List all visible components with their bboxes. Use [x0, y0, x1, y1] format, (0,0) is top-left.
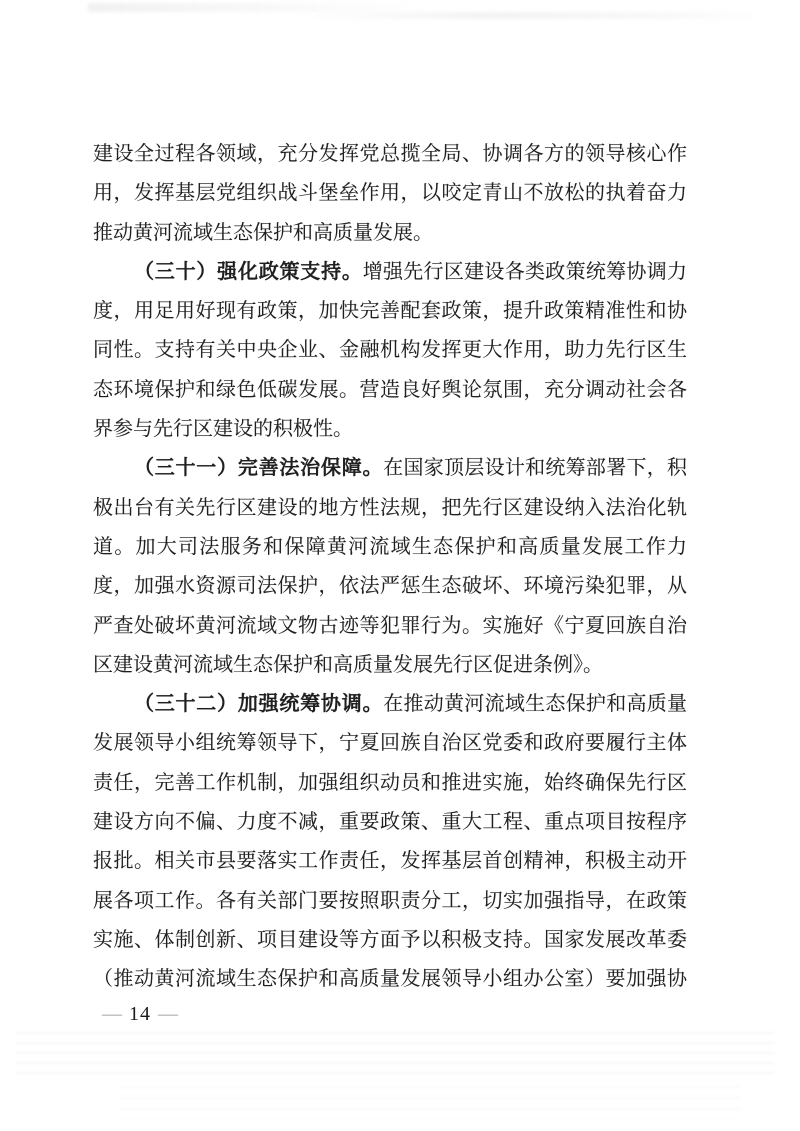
text-line: 建设方向不偏、力度不减，重要政策、重大工程、重点项目按程序: [93, 811, 687, 834]
document-body: [93, 135, 687, 1000]
text-line: 度，加强水资源司法保护，依法严惩生态破坏、环境污染犯罪，从: [93, 575, 687, 598]
text-line: 报批。相关市县要落实工作责任，发挥基层首创精神，积极主动开: [93, 850, 687, 873]
text-line: 责任，完善工作机制，加强组织动员和推进实施，始终确保先行区: [93, 771, 687, 794]
text-line: 严查处破坏黄河流域文物古迹等犯罪行为。实施好《宁夏回族自治: [93, 614, 687, 637]
section-heading: （三十一）完善法治保障。: [134, 457, 384, 480]
scan-artifact: [15, 1032, 775, 1080]
scan-artifact: [88, 3, 428, 12]
text-line: （推动黄河流域生态保护和高质量发展领导小组办公室）要加强协: [93, 968, 687, 991]
section-heading: （三十二）加强统筹协调。: [134, 693, 384, 716]
section-heading: （三十）强化政策支持。: [134, 260, 363, 283]
text-line: 极出台有关先行区建设的地方性法规，把先行区建设纳入法治化轨: [93, 496, 687, 519]
text-line: 同性。支持有关中央企业、金融机构发挥更大作用，助力先行区生: [93, 339, 687, 362]
page-number: [102, 1001, 178, 1027]
page-number-dash-left: —: [102, 1005, 122, 1023]
text-line: 度，用足用好现有政策，加快完善配套政策，提升政策精准性和协: [93, 300, 687, 323]
text-line: 界参与先行区建设的积极性。: [93, 418, 353, 441]
text-line: （三十）强化政策支持。增强先行区建设各类政策统筹协调力: [134, 260, 687, 283]
text-line: 实施、体制创新、项目建设等方面予以积极支持。国家发展改革委: [93, 928, 687, 951]
text-line: 建设全过程各领域，充分发挥党总揽全局、协调各方的领导核心作: [93, 143, 687, 165]
text-line: 道。加大司法服务和保障黄河流域生态保护和高质量发展工作力: [93, 535, 687, 558]
page-number-dash-right: —: [158, 1005, 178, 1023]
page-number-value: 14: [129, 1003, 151, 1025]
text-line: 区建设黄河流域生态保护和高质量发展先行区促进条例》。: [93, 653, 603, 676]
scan-artifact: [300, 12, 770, 19]
text-line: 推动黄河流域生态保护和高质量发展。: [93, 221, 433, 244]
scan-artifact: [120, 1086, 740, 1120]
text-line: 展各项工作。各有关部门要按照职责分工，切实加强指导，在政策: [93, 889, 687, 912]
text-line: （三十二）加强统筹协调。在推动黄河流域生态保护和高质量: [134, 693, 687, 716]
text-line: 态环境保护和绿色低碳发展。营造良好舆论氛围，充分调动社会各: [93, 378, 687, 401]
text-line: 发展领导小组统筹领导下，宁夏回族自治区党委和政府要履行主体: [93, 732, 687, 755]
text-line: 用，发挥基层党组织战斗堡垒作用，以咬定青山不放松的执着奋力: [93, 182, 687, 205]
text-line: （三十一）完善法治保障。在国家顶层设计和统筹部署下，积: [134, 457, 687, 480]
